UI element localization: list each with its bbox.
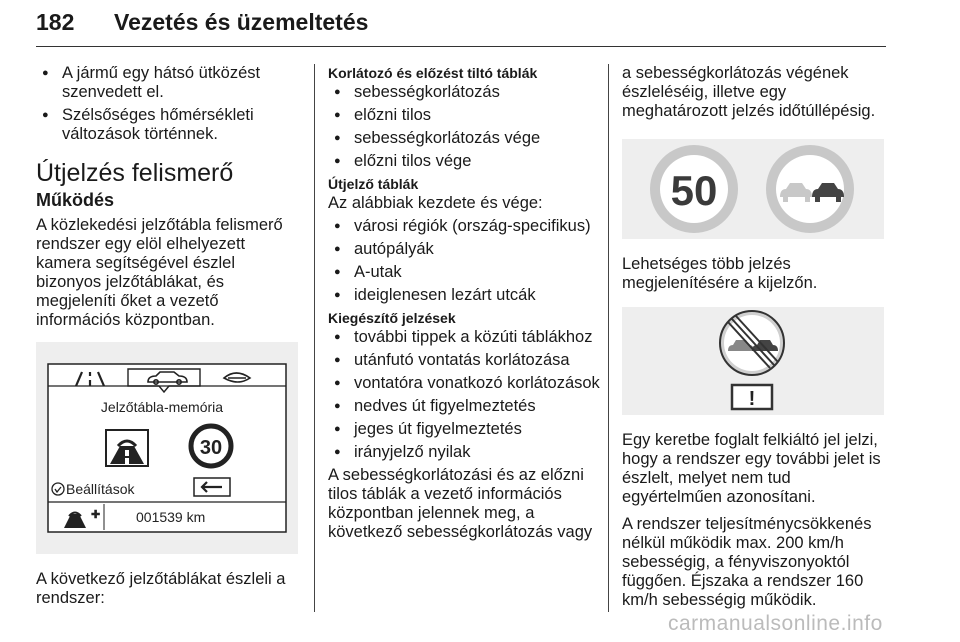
list-item: ● A jármű egy hátsó ütközést szenvedett el. <box>36 64 304 102</box>
motorway-icon <box>106 430 148 466</box>
paragraph: a sebességkorlátozás végének észleléséig, illetve egy meghatározott jelzés időtúllépésig. <box>622 64 876 120</box>
list-item: ● jeges út figyelmeztetés <box>328 420 600 439</box>
no-overtaking-sign-icon <box>766 145 854 233</box>
list-item: ● előzni tilos <box>328 106 600 125</box>
paragraph: A következő jelzőtáblákat észleli a rendszer: <box>36 570 286 607</box>
column-3 <box>622 64 890 610</box>
menu-title: Jelzőtábla-memória <box>100 399 224 415</box>
page-title: Vezetés és üzemeltetés <box>114 9 369 35</box>
list-item: ● ideiglenesen lezárt utcák <box>328 286 600 305</box>
arrow-left-icon <box>194 478 230 496</box>
list-heading: Útjelző táblák <box>328 176 419 192</box>
speed-limit-sign-icon <box>191 426 231 466</box>
paragraph: Egy keretbe foglalt felkiáltó jel jelzi, hogy a rendszer egy további jelet is észlelt, melyet nem tud egyértelműen azonosítani. <box>622 431 881 506</box>
end-no-overtaking-sign-icon <box>720 311 784 375</box>
column-divider <box>314 64 315 612</box>
svg-text:!: ! <box>748 388 756 410</box>
list-item: ● irányjelző nyilak <box>328 443 600 462</box>
settings-label: Beállítások <box>66 481 135 497</box>
column-1 <box>36 64 304 608</box>
watermark: carmanualsonline.info <box>668 612 883 635</box>
list-heading: Korlátozó és előzést tiltó táblák <box>328 65 538 81</box>
list-item: ● előzni tilos vége <box>328 152 600 171</box>
info-display-screen <box>36 342 298 554</box>
plus-icon: ✚ <box>91 509 101 521</box>
list-item: ● nedves út figyelmeztetés <box>328 397 600 416</box>
odometer: 001539 km <box>136 509 206 525</box>
list-item: ● A-utak <box>328 263 600 282</box>
paragraph: A közlekedési jelzőtábla felismerő rendszer egy elöl elhelyezett kamera segítségével észlel bizonyos jelzőtáblákat, és megjeleníti őket a vezető információs központban. <box>36 216 283 329</box>
section-heading: Útjelzés felismerő <box>36 159 234 187</box>
speed-limit-50-sign-icon <box>650 145 738 233</box>
subsection-heading: Működés <box>36 190 115 210</box>
paragraph: A rendszer teljesítménycsökkenés nélkül működik max. 200 km/h sebességig, a fényviszonyoktól függően. Éjszaka a rendszer 160 km/h sebességig működik. <box>622 515 872 609</box>
warning-box-icon <box>732 385 772 410</box>
list-item: ● sebességkorlátozás <box>328 83 600 102</box>
end-of-restriction-illustration <box>622 307 884 415</box>
paragraph: Lehetséges több jelzés megjelenítésére a kijelzőn. <box>622 255 818 292</box>
paragraph: Az alábbiak kezdete és vége: <box>328 194 543 212</box>
list-item: ● vontatóra vonatkozó korlátozások <box>328 374 600 393</box>
list-item: ● Szélsőséges hőmérsékleti változások történnek. <box>36 106 304 144</box>
list-item: ● további tippek a közúti táblákhoz <box>328 328 600 347</box>
page-number: 182 <box>36 9 75 35</box>
svg-text:50: 50 <box>670 167 718 214</box>
column-divider <box>608 64 609 612</box>
page-header <box>36 6 886 47</box>
svg-text:30: 30 <box>199 437 223 459</box>
column-2 <box>328 64 600 542</box>
display-illustration <box>36 342 298 554</box>
list-item: ● sebességkorlátozás vége <box>328 129 600 148</box>
signs-illustration <box>622 139 884 239</box>
list-item: ● városi régiók (ország-specifikus) <box>328 217 600 236</box>
list-item: ● autópályák <box>328 240 600 259</box>
list-item: ● utánfutó vontatás korlátozása <box>328 351 600 370</box>
list-heading: Kiegészítő jelzések <box>328 310 456 326</box>
paragraph: A sebességkorlátozási és az előzni tilos táblák a vezető információs központban jelennek meg, a következő sebességkorlátozás vagy <box>328 466 593 541</box>
